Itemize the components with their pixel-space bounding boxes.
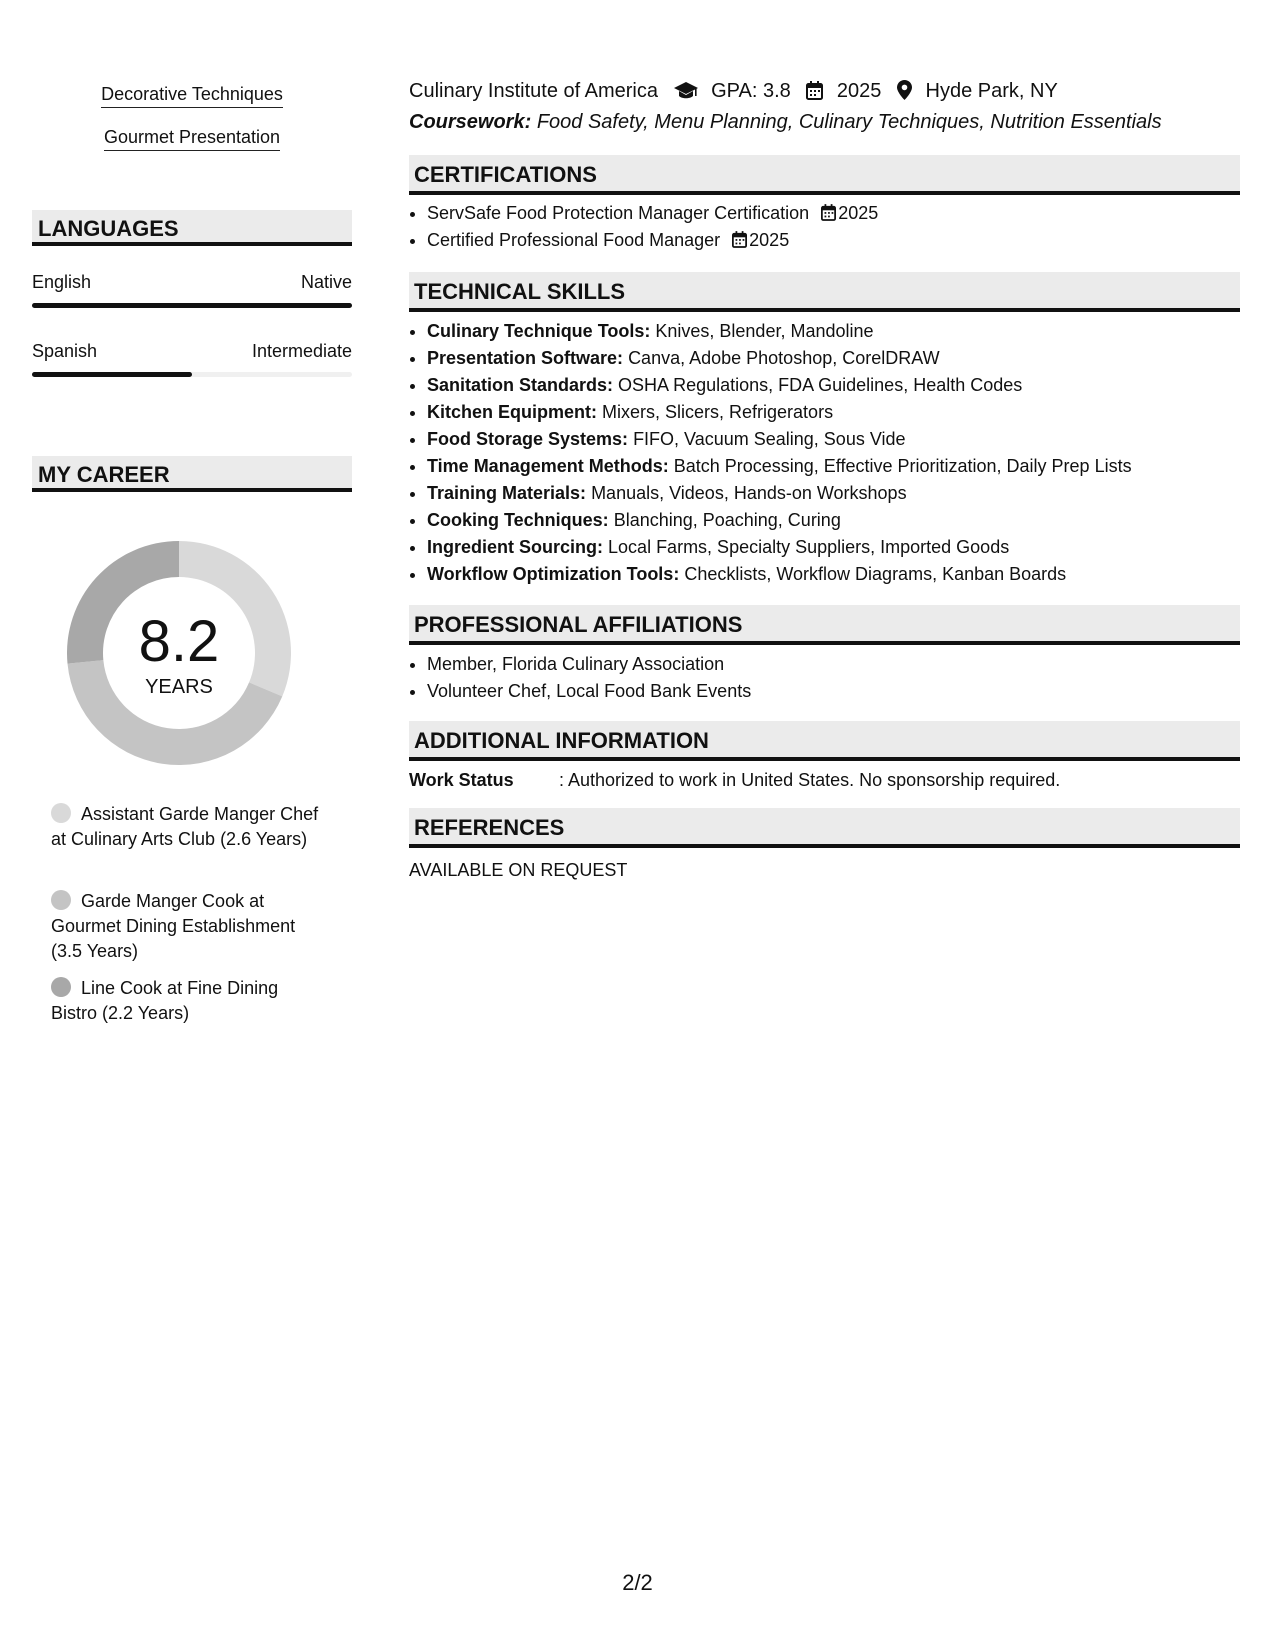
career-donut-chart [66,540,292,766]
language-proficiency-fill [32,372,192,377]
language-level: Intermediate [251,341,352,361]
coursework-label: Coursework: [409,111,532,133]
calendar-icon [806,81,823,106]
career-legend-item: Assistant Garde Manger Chef at Culinary Arts Club (2.6 Years) [51,804,319,849]
legend-swatch-icon [51,890,71,910]
work-status [409,770,1060,791]
list-item: • Time Management Methods: Batch Processing, Effective Prioritization, Daily Prep Lists [427,453,1132,480]
list-item: • Sanitation Standards: OSHA Regulations, FDA Guidelines, Health Codes [427,372,1132,399]
list-item: • Presentation Software: Canva, Adobe Photoshop, CorelDRAW [427,345,1132,372]
list-item: • Training Materials: Manuals, Videos, Hands-on Workshops [427,480,1132,507]
skill-tag: Gourmet Presentation [32,127,352,151]
list-item: • ServSafe Food Protection Manager Certification 2025 [427,200,878,227]
work-status-label: Work Status [409,770,514,790]
coursework-text: Food Safety, Menu Planning, Culinary Techniques, Nutrition Essentials [536,111,1162,133]
education-location: Hyde Park, NY [925,80,1058,102]
languages-heading: LANGUAGES [32,210,352,246]
career-legend-item: Line Cook at Fine Dining Bistro (2.2 Years) [51,978,279,1023]
list-item: • Culinary Technique Tools: Knives, Blender, Mandoline [427,318,1132,345]
education-line [409,80,1058,106]
list-item: • Member, Florida Culinary Association [427,651,751,678]
language-proficiency-bar [32,372,352,377]
career-total-unit: YEARS [145,676,213,698]
career-total-years: 8.2 [138,609,220,674]
coursework-line [409,111,1162,134]
skill-tag: Decorative Techniques [32,84,352,108]
language-row [32,272,352,293]
work-status-value: : Authorized to work in United States. No sponsorship required. [559,770,1061,790]
legend-swatch-icon [51,977,71,997]
list-item: • Food Storage Systems: FIFO, Vacuum Sealing, Sous Vide [427,426,1132,453]
list-item: • Certified Professional Food Manager 2025 [427,227,878,254]
language-proficiency-fill [32,303,352,308]
map-pin-icon [897,80,912,106]
list-item: • Kitchen Equipment: Mixers, Slicers, Refrigerators [427,399,1132,426]
technical-skills-heading: TECHNICAL SKILLS [409,272,1240,312]
education-school: Culinary Institute of America [409,80,658,102]
career-legend-item: Garde Manger Cook at Gourmet Dining Establishment (3.5 Years) [51,891,296,961]
list-item: • Volunteer Chef, Local Food Bank Events [427,678,751,705]
affiliations-heading: PROFESSIONAL AFFILIATIONS [409,605,1240,645]
education-year: 2025 [836,80,882,102]
additional-info-heading: ADDITIONAL INFORMATION [409,721,1240,761]
graduation-cap-icon [674,82,698,106]
language-name: English [32,272,92,292]
calendar-icon [821,202,836,229]
references-heading: REFERENCES [409,808,1240,848]
list-item: • Cooking Techniques: Blanching, Poaching, Curing [427,507,1132,534]
calendar-icon [732,229,747,256]
language-row [32,341,352,362]
list-item: • Ingredient Sourcing: Local Farms, Specialty Suppliers, Imported Goods [427,534,1132,561]
legend-swatch-icon [51,803,71,823]
language-proficiency-bar [32,303,352,308]
language-name: Spanish [32,341,98,361]
certifications-heading: CERTIFICATIONS [409,155,1240,195]
page-number: 2/2 [622,1570,653,1595]
career-heading: MY CAREER [32,456,352,492]
list-item: • Workflow Optimization Tools: Checklists, Workflow Diagrams, Kanban Boards [427,561,1132,588]
affiliations-list [409,651,751,705]
references-text: AVAILABLE ON REQUEST [409,860,628,880]
education-gpa: GPA: 3.8 [711,80,791,102]
certifications-list [409,200,878,254]
language-level: Native [300,272,352,292]
technical-skills-list [409,318,1132,588]
